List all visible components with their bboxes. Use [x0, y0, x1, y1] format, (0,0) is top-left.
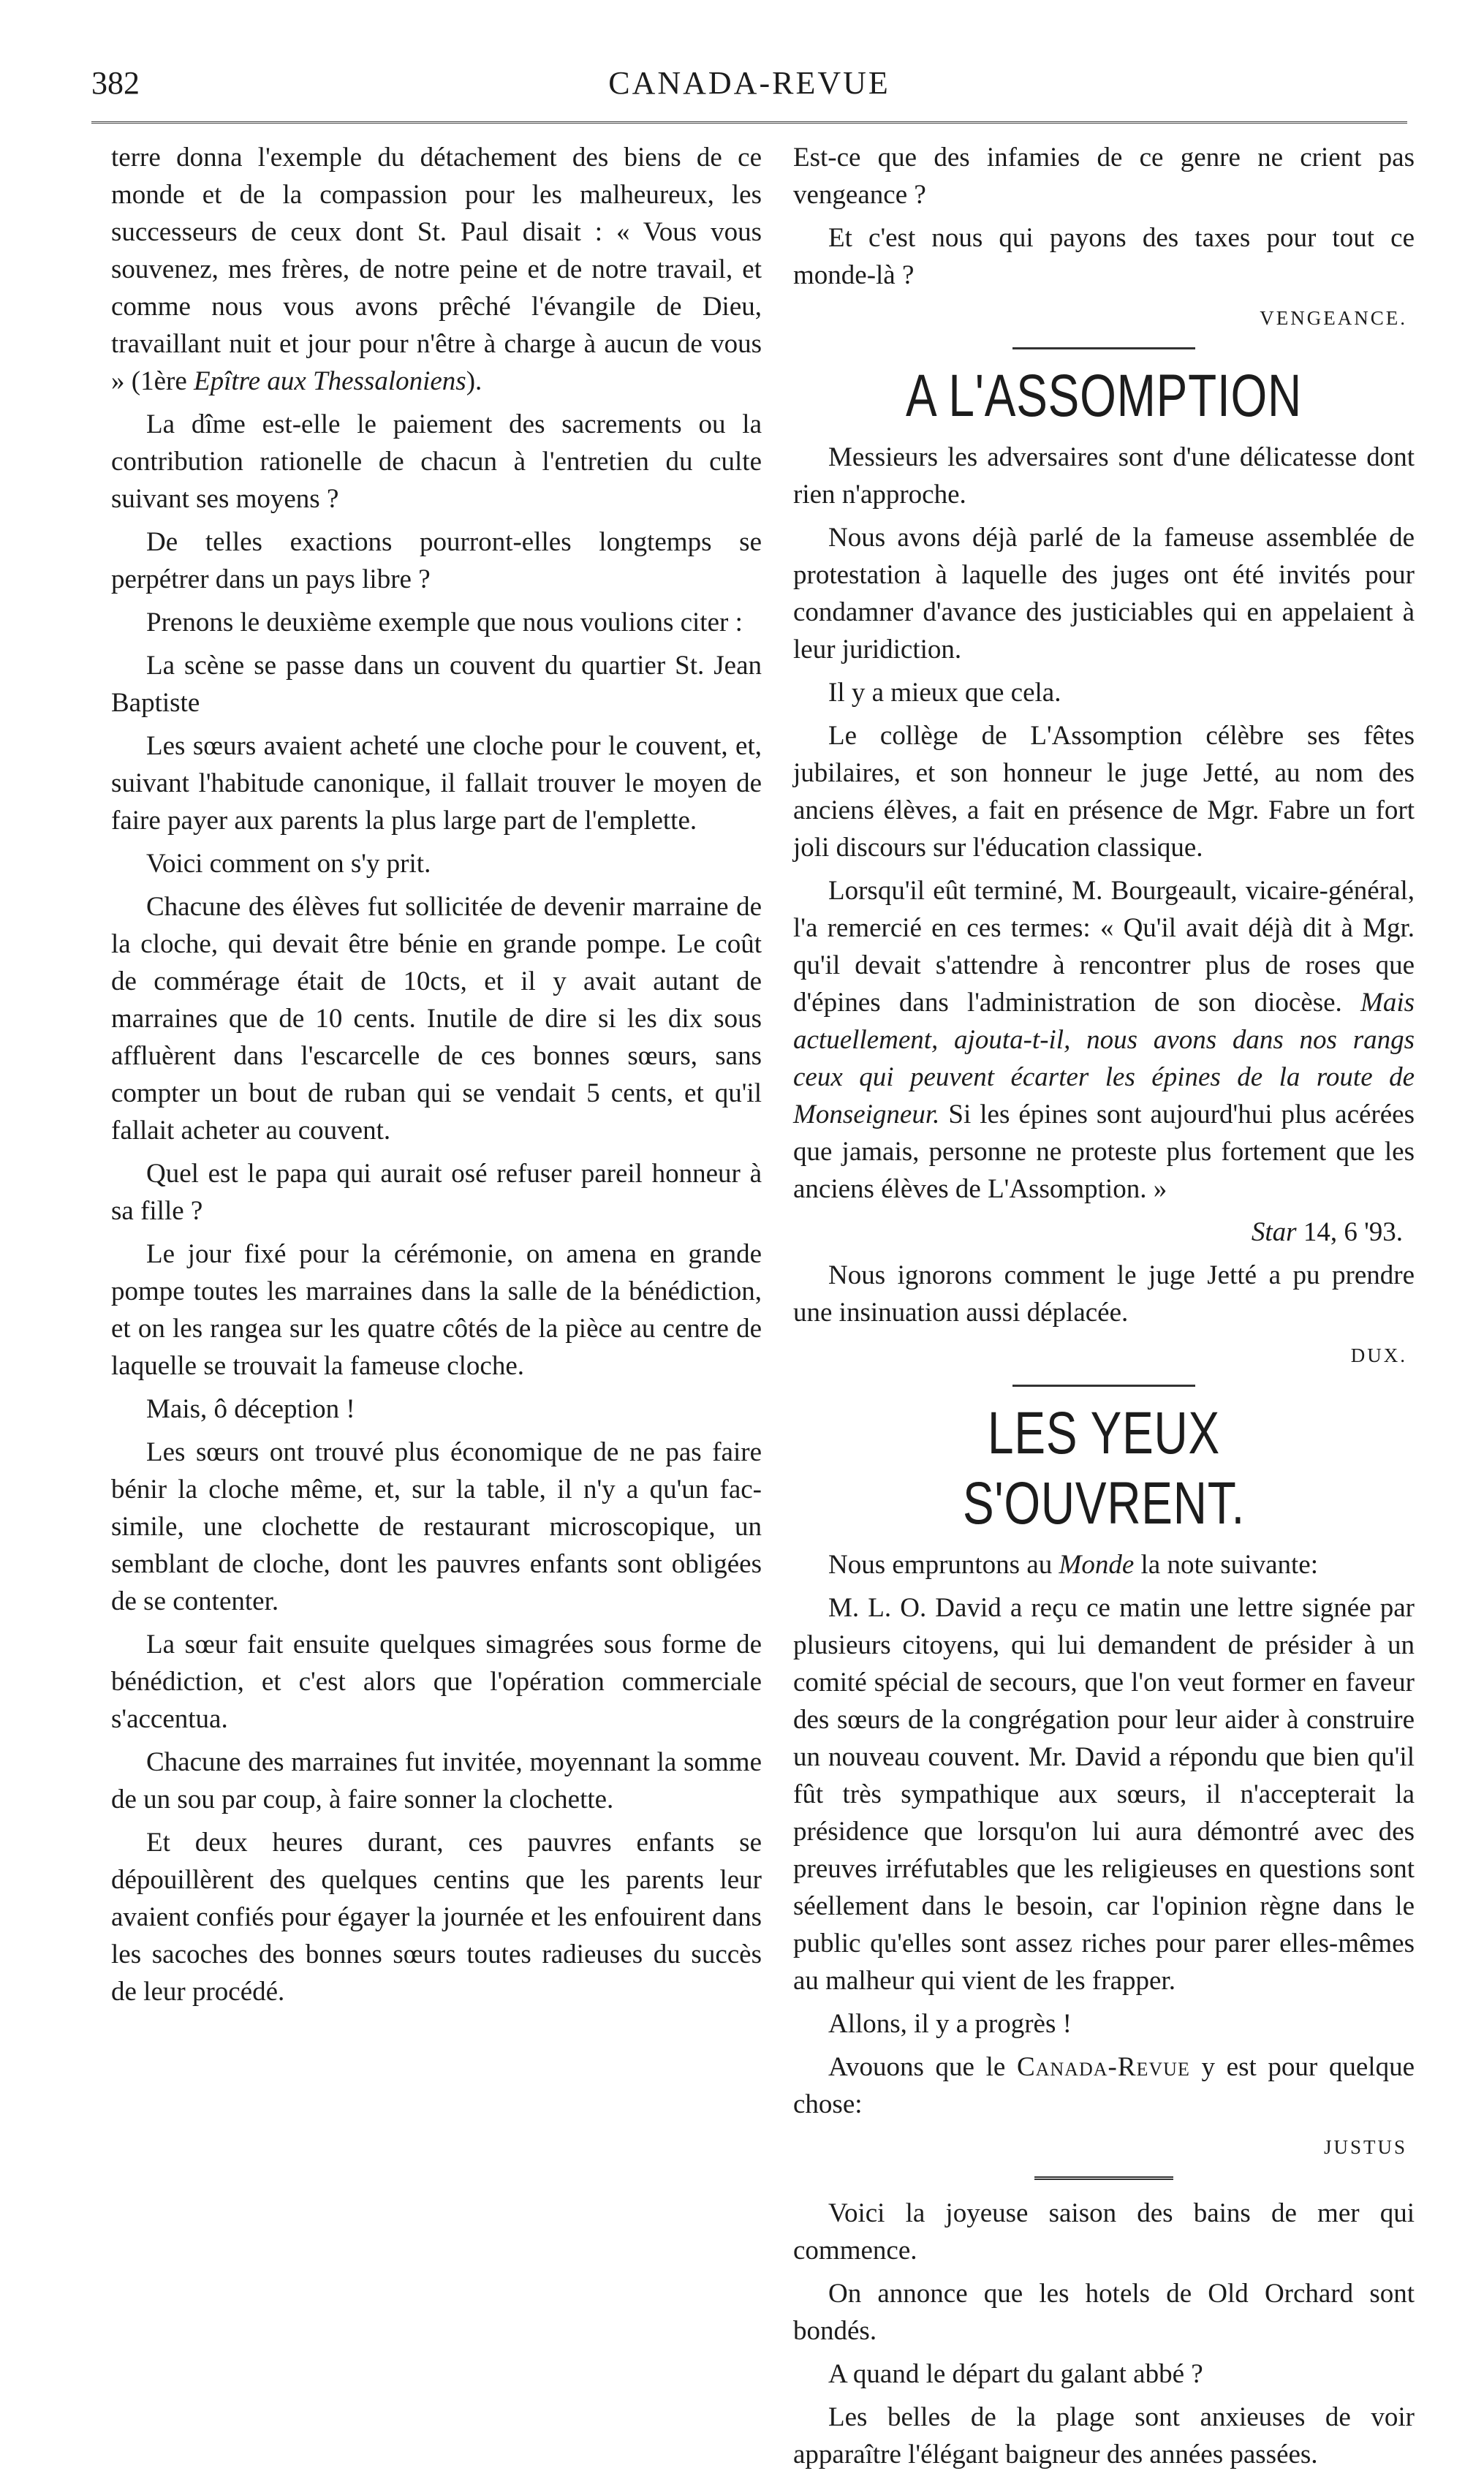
- header-rule: [91, 121, 1407, 124]
- page-header: [91, 64, 1407, 123]
- signature-dux: DUX.: [1350, 1344, 1407, 1366]
- paragraph: Lorsqu'il eût terminé, M. Bourgeault, vicaire-général, l'a remercié en ces termes: « Qu'il avait déjà dit à Mgr. qu'il devait s'attendre à rencontrer plus de roses que d'épines dans l'administration de son diocèse. Mais actuellement, ajouta-t-il, nous avons dans nos rangs ceux qui peuvent écarter les épines de la route de Monseigneur. Si les épines sont aujourd'hui plus acérées que jamais, personne ne proteste plus fortement que les anciens élèves de L'Assomption. »: [793, 876, 1415, 1204]
- section-divider: [1012, 347, 1195, 349]
- paragraph: Les belles de la plage sont anxieuses de voir apparaître l'élégant baigneur des années passées.: [793, 2402, 1415, 2469]
- paragraph: Le jour fixé pour la cérémonie, on amena en grande pompe toutes les marraines dans la salle de la bénédiction, et on les rangea sur les quatre côtés de la pièce au centre de laquelle se trouvait la fameuse cloche.: [111, 1239, 762, 1381]
- paragraph: Et deux heures durant, ces pauvres enfants se dépouillèrent des quelques centins que les parents leur avaient confiés pour égayer la journée et les enfouirent dans les sacoches des bonnes sœurs toutes radieuses du succès de leur procédé.: [111, 1828, 762, 2007]
- paragraph: La sœur fait ensuite quelques simagrées sous forme de bénédiction, et c'est alors que l'opération commerciale s'accentua.: [111, 1630, 762, 1734]
- paragraph: Chacune des élèves fut sollicitée de devenir marraine de la cloche, qui devait être bénie en grande pompe. Le coût de commérage était de 10cts, et il y avait autant de marraines que de 10 cents. Inutile de dire si les dix sous affluèrent dans l'escarcelle de ces bonnes sœurs, sans compter un bout de ruban qui se vendait 5 cents, et qu'il fallait acheter au couvent.: [111, 892, 762, 1146]
- paragraph: De telles exactions pourront-elles longtemps se perpétrer dans un pays libre ?: [111, 527, 762, 594]
- paragraph: Allons, il y a progrès !: [828, 2009, 1072, 2039]
- paragraph: Nous ignorons comment le juge Jetté a pu prendre une insinuation aussi déplacée.: [793, 1260, 1415, 1328]
- paragraph: Messieurs les adversaires sont d'une délicatesse dont rien n'approche.: [793, 442, 1415, 510]
- right-column: [793, 139, 1415, 2479]
- paragraph: La dîme est-elle le paiement des sacrements ou la contribution rationelle de chacun à l'entretien du culte suivant ses moyens ?: [111, 409, 762, 514]
- paragraph: Il y a mieux que cela.: [828, 678, 1061, 708]
- paragraph: Est-ce que des infamies de ce genre ne crient pas vengeance ?: [793, 143, 1415, 210]
- signature-vengeance: VENGEANCE.: [1260, 307, 1407, 329]
- paragraph: Nous empruntons au Monde la note suivante:: [828, 1550, 1318, 1580]
- paragraph: A quand le départ du galant abbé ?: [828, 2359, 1203, 2389]
- page-number: 382: [91, 65, 140, 101]
- paragraph: On annonce que les hotels de Old Orchard sont bondés.: [793, 2279, 1415, 2346]
- paragraph: Avouons que le Canada-Revue y est pour quelque chose:: [793, 2052, 1415, 2119]
- paragraph: Prenons le deuxième exemple que nous voulions citer :: [146, 608, 743, 637]
- paragraph: La scène se passe dans un couvent du quartier St. Jean Baptiste: [111, 651, 762, 718]
- source-citation: Star 14, 6 '93.: [1251, 1217, 1403, 1247]
- paragraph: Le collège de L'Assomption célèbre ses fêtes jubilaires, et son honneur le juge Jetté, au nom des anciens élèves, a fait en présence de Mgr. Fabre un fort joli discours sur l'éducation classique.: [793, 721, 1415, 863]
- paragraph: M. L. O. David a reçu ce matin une lettre signée par plusieurs citoyens, qui lui demandent de présider à un comité spécial de secours, que l'on veut former en faveur des sœurs de la congrégation pour leur aider à construire un nouveau couvent. Mr. David a répondu que bien qu'il fût très sympathique aux sœurs, il n'accepterait la présidence que lorsqu'on lui aura démontré avec des preuves irréfutables que les religieuses en questions sont séellement dans le besoin, car l'opinion règne dans le public qu'elles sont assez riches pour parer elles-mêmes au malheur qui vient de les frapper.: [793, 1593, 1415, 1996]
- heading-yeux: LES YEUX S'OUVRENT.: [962, 1400, 1246, 1537]
- paragraph: Les sœurs ont trouvé plus économique de ne pas faire bénir la cloche même, et, sur la table, il n'y a qu'un fac-simile, une clochette de restaurant microscopique, un semblant de cloche, dont les pauvres enfants sont obligées de se contenter.: [111, 1437, 762, 1616]
- paragraph: Quel est le papa qui aurait osé refuser pareil honneur à sa fille ?: [111, 1159, 762, 1226]
- heading-assomption: A L'ASSOMPTION: [905, 363, 1303, 429]
- section-divider: [1012, 1385, 1195, 1387]
- paragraph: terre donna l'exemple du détachement des biens de ce monde et de la compassion pour les malheureux, les successeurs de ceux dont St. Paul disait : « Vous vous souvenez, mes frères, de notre peine et de notre travail, et comme nous vous avons prêché l'évangile de Dieu, travaillant nuit et jour pour n'être à charge à aucun de vous » (1ère Epître aux Thessaloniens).: [111, 143, 762, 396]
- paragraph: Voici la joyeuse saison des bains de mer qui commence.: [793, 2198, 1415, 2266]
- paragraph: Les sœurs avaient acheté une cloche pour le couvent, et, suivant l'habitude canonique, il fallait trouver le moyen de faire payer aux parents la plus large part de l'emplette.: [111, 731, 762, 836]
- paragraph: Voici comment on s'y prit.: [146, 849, 431, 879]
- paragraph: Chacune des marraines fut invitée, moyennant la somme de un sou par coup, à faire sonner la clochette.: [111, 1747, 762, 1814]
- running-title: CANADA-REVUE: [608, 65, 890, 101]
- left-column: [111, 139, 762, 2016]
- paragraph: Nous avons déjà parlé de la fameuse assemblée de protestation à laquelle des juges ont été invités pour condamner d'avance des justiciables qui en appelaient à leur juridiction.: [793, 523, 1415, 665]
- paragraph: Mais, ô déception !: [146, 1394, 355, 1424]
- section-divider: [1034, 2176, 1173, 2180]
- paragraph: Et c'est nous qui payons des taxes pour tout ce monde-là ?: [793, 223, 1415, 290]
- signature-justus: JUSTUS: [1323, 2136, 1407, 2158]
